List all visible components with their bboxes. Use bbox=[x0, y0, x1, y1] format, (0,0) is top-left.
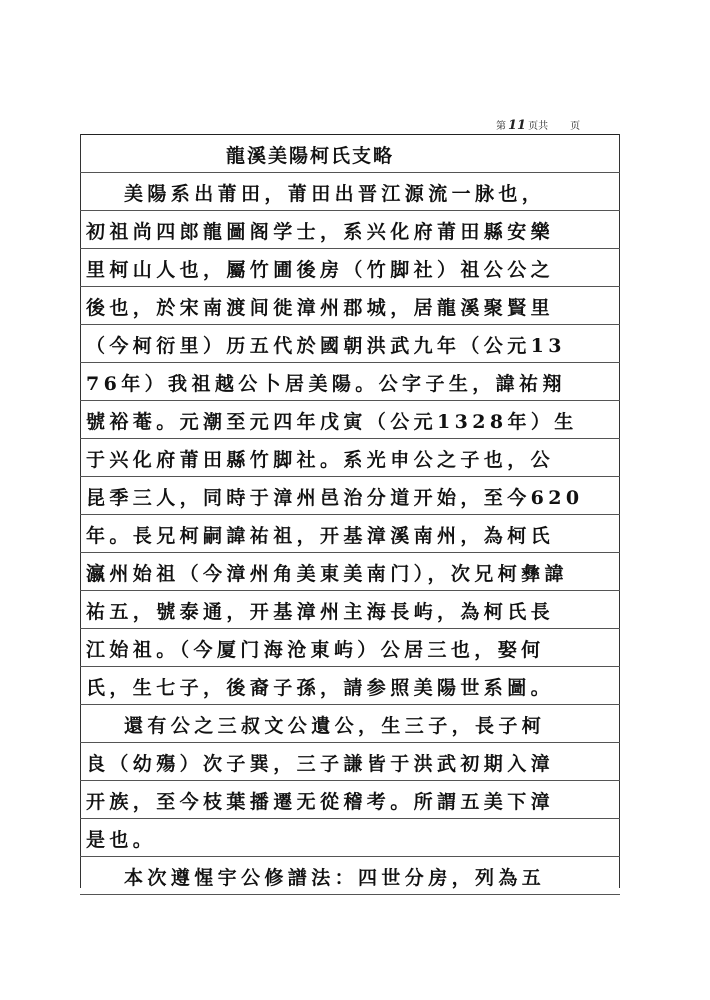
text-line-8: 于兴化府莆田縣竹脚社。系光申公之子也，公 bbox=[86, 449, 555, 471]
header-middle: 页共 bbox=[528, 121, 549, 132]
page-number-header bbox=[496, 117, 580, 133]
text-line-9: 昆季三人，同時于漳州邑治分道开始，至今620 bbox=[86, 487, 584, 509]
ruled-line bbox=[80, 628, 620, 667]
document-title: 龍溪美陽柯氏支略 bbox=[226, 145, 395, 167]
text-line-15: 還有公之三叔文公遺公，生三子，長子柯 bbox=[124, 715, 546, 737]
text-line-18: 是也。 bbox=[86, 829, 157, 851]
ruled-line bbox=[80, 742, 620, 781]
ruled-line bbox=[80, 780, 620, 819]
text-line-10: 年。長兄柯嗣諱祐祖，开基漳溪南州，為柯氏 bbox=[86, 525, 555, 547]
ruled-sheet bbox=[80, 134, 620, 888]
ruled-line bbox=[80, 704, 620, 743]
text-line-14: 氏，生七子，後裔子孫，請参照美陽世系圖。 bbox=[86, 677, 555, 699]
ruled-line bbox=[80, 362, 620, 401]
text-line-7: 號裕菴。元潮至元四年戊寅（公元1328年）生 bbox=[86, 411, 578, 433]
ruled-line bbox=[80, 438, 620, 477]
text-line-16: 良（幼殤）次子巽，三子謙皆于洪武初期入漳 bbox=[86, 753, 555, 775]
header-suffix: 页 bbox=[570, 121, 581, 132]
header-prefix: 第 bbox=[496, 121, 506, 132]
text-line-13: 江始祖。（今厦门海沧東屿）公居三也，娶何 bbox=[86, 639, 545, 661]
ruled-line bbox=[80, 400, 620, 439]
text-line-12: 祐五，號泰通，开基漳州主海長屿，為柯氏長 bbox=[86, 601, 555, 623]
text-line-6: 76年）我祖越公卜居美陽。公字子生，諱祐翔 bbox=[86, 373, 566, 395]
page-number: 11 bbox=[508, 118, 527, 133]
ruled-line bbox=[80, 172, 620, 211]
ruled-line bbox=[80, 666, 620, 705]
ruled-line bbox=[80, 476, 620, 515]
ruled-line bbox=[80, 210, 620, 249]
ruled-line bbox=[80, 818, 620, 857]
text-line-2: 初祖尚四郎龍圖阁学士，系兴化府莆田縣安樂 bbox=[86, 221, 555, 243]
ruled-line bbox=[80, 514, 620, 553]
ruled-line bbox=[80, 286, 620, 325]
text-line-1: 美陽系出莆田，莆田出晋江源流一脉也， bbox=[124, 183, 546, 205]
text-line-19: 本次遵惺宇公修譜法：四世分房，列為五 bbox=[124, 867, 546, 889]
text-line-3: 里柯山人也，屬竹圃後房（竹脚社）祖公公之 bbox=[86, 259, 555, 281]
ruled-line bbox=[80, 248, 620, 287]
ruled-line-title bbox=[80, 134, 620, 173]
text-line-5: （今柯衍里）历五代於國朝洪武九年（公元13 bbox=[86, 335, 566, 357]
text-line-11: 瀛州始祖（今漳州角美東美南门），次兄柯彝諱 bbox=[86, 563, 568, 585]
ruled-line bbox=[80, 324, 620, 363]
ruled-line bbox=[80, 856, 620, 895]
text-line-4: 後也，於宋南渡间徙漳州郡城，居龍溪聚賢里 bbox=[86, 297, 555, 319]
ruled-line bbox=[80, 590, 620, 629]
text-line-17: 开族，至今枝葉播遷无從稽考。所謂五美下漳 bbox=[86, 791, 555, 813]
ruled-line bbox=[80, 552, 620, 591]
